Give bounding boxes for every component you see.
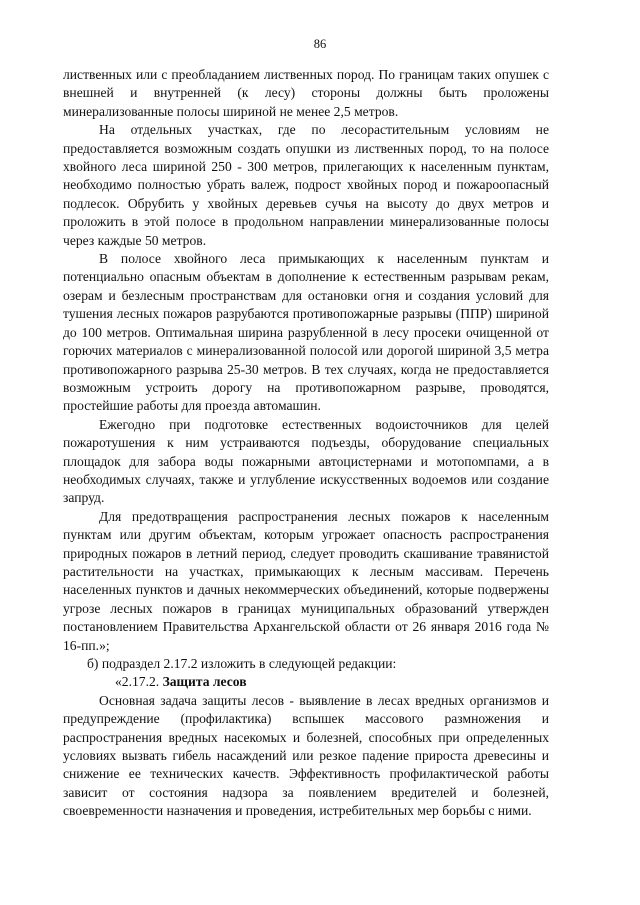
paragraph-6: Основная задача защиты лесов - выявление в лесах вредных организмов и предупреждение (профилактика) вспышек массового размножения и распространения вредных насекомых и болезней, способных при определенных условиях вызвать гибель насаждений или резкое падение прироста древесины и снижение ее технических качеств. Эффективность профилактической работы зависит от состояния надзора за появлением вредителей и болезней, своевременности назначения и проведения, истребительных мер борьбы с ними. bbox=[63, 692, 549, 819]
list-item-b: б) подраздел 2.17.2 изложить в следующей редакции: bbox=[87, 656, 397, 671]
paragraph-1: лиственных или с преобладанием лиственных пород. По границам таких опушек с внешней и внутренней (к лесу) стороны должны быть проложены минерализованные полосы шириной не менее 2,5 метров. bbox=[63, 67, 549, 119]
section-heading bbox=[63, 673, 549, 691]
document-body bbox=[63, 66, 549, 821]
paragraph-4: Ежегодно при подготовке естественных водоисточников для целей пожаротушения к ним устраиваются подъезды, оборудование специальных площадок для забора воды пожарными автоцистернами и мотопомпами, а в необходимых случаях, также и углубление искусственных водоемов или создание запруд. bbox=[63, 416, 549, 506]
paragraph-3: В полосе хвойного леса примыкающих к населенным пунктам и потенциально опасным объектам в дополнение к естественным разрывам рекам, озерам и безлесным пространствам для остановки огня и создания условий для тушения лесных пожаров разрубаются противопожарные разрывы (ППР) шириной до 100 метров. Оптимальная ширина разрубленной в лесу просеки очищенной от горючих материалов с минерализованной полосой или дорогой шириной 3,5 метра противопожарного разрыва 25-30 метров. В тех случаях, когда не предоставляется возможным устроить дорогу на противопожарном разрыве, проводятся, простейшие работы для проезда автомашин. bbox=[63, 251, 549, 414]
section-heading-title: Защита лесов bbox=[162, 674, 247, 690]
paragraph-2: На отдельных участках, где по лесорастительным условиям не предоставляется возможным создать опушки из лиственных пород, то на полосе хвойного леса шириной 250 - 300 метров, прилегающих к населенным пунктам, необходимо полностью убрать валеж, подрост хвойных пород и пожароопасный подлесок. Обрубить у хвойных деревьев сучья на высоту до двух метров и проложить в этой полосе в продольном направлении минерализованные полосы через каждые 50 метров. bbox=[63, 122, 549, 248]
section-heading-number: «2.17.2. bbox=[115, 674, 163, 690]
page-number: 86 bbox=[313, 37, 327, 51]
paragraph-5: Для предотвращения распространения лесных пожаров к населенным пунктам или другим объектам, которым угрожает опасность распространения природных пожаров в летний период, следует проводить скашивание травянистой растительности на участках, примыкающих к лесным массивам. Перечень населенных пунктов и дачных некоммерческих объединений, которые подвержены угрозе лесных пожаров в границах муниципальных образований утвержден постановлением Правительства Архангельской области от 26 января 2016 года № 16-пп.»; bbox=[63, 508, 549, 653]
